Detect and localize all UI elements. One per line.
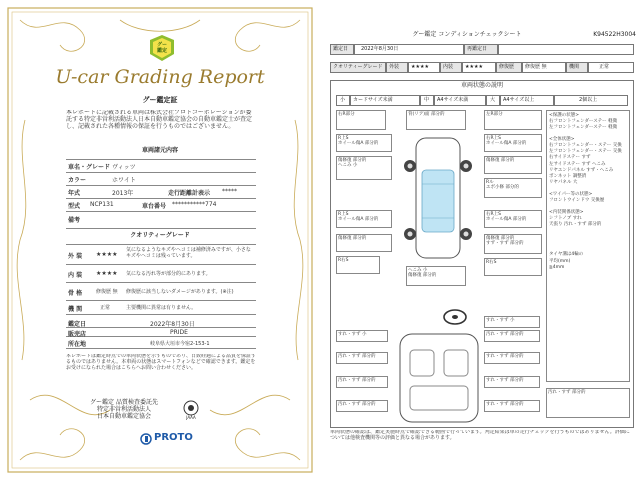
- grade-value-cell: [408, 62, 440, 73]
- grade-value-cell: [588, 62, 634, 73]
- callout-box: 右R部分: [336, 110, 386, 130]
- row-label: 骨 格: [68, 290, 83, 297]
- condition-check-sheet: [322, 0, 640, 480]
- row-label: 年式: [68, 190, 81, 197]
- footnote: 車両状態の確認は、鑑定実施時点で確認できる範囲で行っています。判定結果は車の走行チェックを行うものではありません。評価については他検査機関等の評価と異なる場合があります。: [330, 430, 630, 441]
- car-interior-diagram: [396, 330, 482, 426]
- car-top-view-diagram: [394, 134, 482, 264]
- grade-label-cell: [496, 62, 522, 73]
- quality-grade-header: クオリティーグレード: [130, 232, 190, 239]
- date-label-cell: [330, 44, 354, 55]
- size-cell: [420, 95, 434, 106]
- document-id: K94522H3004: [593, 31, 636, 38]
- row-label: 車台番号: [142, 203, 167, 210]
- callout-box: 左R部分: [484, 110, 542, 130]
- size-cell: [554, 95, 628, 106]
- steering-wheel-icon: [442, 308, 468, 326]
- callout-box: R上S ホイール傷A 部分的: [336, 134, 392, 152]
- grade-label: 内装: [443, 64, 454, 70]
- callout-box: 背(リア)面 部分的: [406, 110, 466, 130]
- callout-box: 傷修復 部分的: [336, 234, 392, 252]
- recheck-label-cell: [464, 44, 498, 55]
- goo-badge-logo: [148, 34, 176, 62]
- star-rating: ★★★★: [96, 270, 118, 277]
- interior-callout: 汚れ・すず 部分的: [336, 352, 388, 364]
- shop-address: 岐阜県大垣市今宿2-153-1: [150, 341, 210, 347]
- callout-box: 傷修復 部分的 へこみ 小: [336, 156, 392, 180]
- row-value: ***********774: [172, 201, 217, 208]
- grade-label: 外装: [389, 64, 400, 70]
- callout-box: 右R上S ホイール傷A 部分的: [484, 210, 542, 228]
- row-value: ヴィッツ: [112, 164, 136, 171]
- condition-header: 車両状態の説明: [460, 82, 503, 89]
- size-desc: カードサイズ未満: [353, 97, 393, 103]
- size-cell: [336, 95, 350, 106]
- callout-box: 傷修復 部分的: [484, 156, 542, 174]
- footer-note: 本レポートは鑑定時点での車両状態を示すものであり、日数経過による品質を保証するものではありません。本車両の状態はスマートフォンなどで確認できます。鑑定をお受けになられた場合はこちらへお問い合わせください。: [66, 354, 256, 371]
- grade-label-cell: [386, 62, 408, 73]
- quality-label-cell: [330, 62, 386, 73]
- callout-box: R右S: [336, 256, 380, 274]
- row-desc: 主要機関に異常は有りません。: [126, 305, 197, 311]
- badge-text: グー 鑑定: [156, 42, 167, 54]
- row-label: 型式: [68, 203, 81, 210]
- shop-name: PRIDE: [170, 329, 188, 336]
- repair-history: 修復歴 無: [525, 64, 547, 70]
- row-desc: 気になるようなキズやヘコミは補修済みですが、小さなキズやヘコミは残っています。: [126, 247, 251, 259]
- row-desc: 気になる汚れ等が部分的にあります。: [126, 271, 211, 277]
- row-value: *****: [222, 188, 237, 195]
- row-desc: 修復歴に該当しないダメージがあります。(※注): [126, 289, 234, 295]
- interior-callout: すれ・すず 部分的: [484, 400, 540, 412]
- proto-text: PROTO: [154, 432, 193, 443]
- size-cell: [350, 95, 420, 106]
- row-label: 鑑定日: [68, 321, 87, 328]
- grade-label: 修復歴: [499, 64, 515, 70]
- grade-label-cell: [566, 62, 588, 73]
- interior-callout: 汚れ・すず 部分的: [336, 376, 388, 388]
- row-label: 販売店: [68, 331, 87, 338]
- size-label: 中: [424, 97, 430, 103]
- jaaa-text: JAAA: [186, 415, 196, 420]
- grade-value-cell: [462, 62, 496, 73]
- row-label: 外 装: [68, 253, 83, 260]
- engine-status: 正常: [100, 305, 111, 311]
- row-label: 所在地: [68, 341, 87, 348]
- recheck-label: 再鑑定日: [467, 46, 488, 52]
- appraisal-date: 2022年8月30日: [150, 321, 195, 328]
- interior-grade: ★★★★: [465, 64, 483, 70]
- row-value: ホワイト: [112, 177, 136, 184]
- size-label: 小: [340, 97, 346, 103]
- recheck-date: [499, 45, 633, 49]
- size-desc: 2個以上: [579, 97, 598, 103]
- callout-box: Rル エボ小修 部分的: [484, 178, 542, 198]
- condition-legend: <保護の状態> 右フロントフェンダーステー 軽微 左フロントフェンダーステー 軽微 <全体状態> 右フロントフェンダー・ステー 交換 左フロントフェンダー・ステー 交換 右サイドステー すず 左サイドステー すず へこみ リヤエンドパネル すず・へこみ ボンネット 調整済 リヤパネル 大 <ワイパー等の状態> フロントウインドウ 交換歴 <内装関係状態> シフトノブ すれ 天張り 汚れ・すず 部分的 タイヤ溝は4輪の 平均(mm) ≧4mm: [546, 110, 630, 382]
- callout-box: 傷修復 部分的 すず・すず 部分的: [484, 234, 542, 254]
- date-label: 鑑定日: [333, 46, 349, 52]
- star-rating: ★★★★: [96, 251, 118, 258]
- grade-label: 機関: [569, 64, 580, 70]
- callout-box: へこみ 小 傷修復 部分的: [406, 266, 466, 286]
- repair-history: 修復歴 無: [96, 289, 118, 295]
- recheck-value-cell: [498, 44, 634, 55]
- size-cell: [486, 95, 500, 106]
- appraisal-date: 2022年8月30日: [361, 46, 399, 52]
- report-title: U-car Grading Report: [55, 66, 265, 88]
- grade-label-cell: [440, 62, 462, 73]
- row-value: NCP131: [90, 201, 114, 208]
- callout-box: R上S ホイール傷A 部分的: [336, 210, 392, 228]
- engine-status: 正常: [599, 64, 610, 70]
- interior-callout: 汚れ・すず 部分的: [484, 330, 540, 342]
- row-label: 備考: [68, 217, 81, 224]
- interior-callout: すれ・すず 部分的: [484, 376, 540, 388]
- row-label: カラー: [68, 177, 87, 184]
- size-label: 大: [490, 97, 496, 103]
- signature-block: グー鑑定 品質検査委託先 特定非営利活動法人 日本自動車鑑定協会: [90, 399, 158, 420]
- sheet-title: グー鑑定 コンディションチェックシート: [412, 31, 522, 38]
- size-cell: [500, 95, 554, 106]
- intro-text: 本レポートに記載される車両は株式会社プロトコーポレーションが委託する特定非営利活動法人日本自動車鑑定協会の自動車鑑定士が査定し、記載された各種情報の保証を行うものではございません。: [66, 110, 253, 130]
- callout-box: R右S: [484, 258, 542, 276]
- row-label: 機 関: [68, 306, 83, 313]
- size-cell: [434, 95, 486, 106]
- interior-callout: すれ・すず 小: [336, 330, 388, 342]
- size-desc: A4サイズ未満: [437, 97, 469, 103]
- interior-callout: すれ・すず 部分的: [484, 352, 540, 364]
- row-label: 車名・グレード: [68, 164, 111, 171]
- exterior-grade: ★★★★: [411, 64, 429, 70]
- jaaa-logo: [176, 400, 206, 422]
- callout-box: 右R上S ホイール傷A 部分的: [484, 134, 542, 152]
- quality-label: クオリティーグレード: [333, 64, 383, 70]
- row-label: 内 装: [68, 272, 83, 279]
- row-label: 走行距離計表示: [168, 190, 211, 197]
- interior-callout: すれ・すず 小: [484, 316, 540, 328]
- date-value-cell: [354, 44, 464, 55]
- tire-callout: 汚れ・すず 部分的: [546, 388, 630, 418]
- size-desc: A4サイズ以上: [503, 97, 535, 103]
- certificate-subtitle: グー鑑定証: [142, 96, 178, 104]
- grade-value-cell: [522, 62, 566, 73]
- vehicle-spec-header: 車両諸元内容: [141, 147, 178, 154]
- proto-logo: [140, 432, 200, 446]
- interior-callout: 汚れ・すず 部分的: [336, 400, 388, 412]
- row-value: 2013年: [112, 190, 134, 197]
